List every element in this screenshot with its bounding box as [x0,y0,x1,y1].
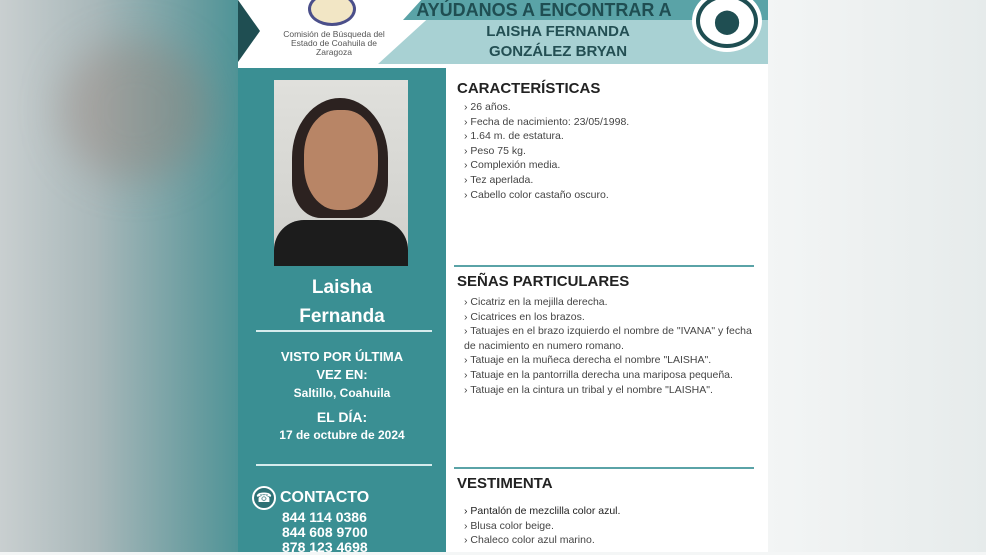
header-decoration [238,0,260,62]
name-line-2: GONZÁLEZ BRYAN [488,43,628,60]
list-item: › Complexión media. [464,158,754,173]
phone-number: 844 608 9700 [282,524,368,540]
section-title: CARACTERÍSTICAS [457,80,601,97]
divider [256,464,432,466]
first-name: Laisha [311,277,373,298]
divider [256,330,432,332]
list-item: › Tez aperlada. [464,173,754,188]
list-item: › 26 años. [464,100,754,115]
organization-name: Comisión de Búsqueda del Estado de Coahuila de Zaragoza [283,29,385,57]
list-item: › Tatuaje en la pantorrilla derecha una mariposa pequeña. [464,368,754,383]
full-name [438,22,678,62]
header-title: AYÚDANOS A ENCONTRAR A [416,0,672,20]
section-title: SEÑAS PARTICULARES [457,273,630,290]
flyer-header [238,0,768,66]
section-title: VESTIMENTA [457,475,553,492]
divider [454,265,754,267]
last-seen-date: 17 de octubre de 2024 [279,428,405,442]
list-item: › Blusa color beige. [464,519,754,534]
blurred-background-right [768,0,986,552]
last-seen-label-1: VISTO POR ÚLTIMA [280,349,404,364]
last-seen-label-2: VEZ EN: [316,367,368,382]
second-name: Fernanda [299,306,385,327]
phone-number: 844 114 0386 [282,509,367,525]
day-label: EL DÍA: [316,409,368,425]
characteristics-section [454,80,754,202]
list-item: › Cicatrices en los brazos. [464,310,754,325]
list-item: › Fecha de nacimiento: 23/05/1998. [464,115,754,130]
last-seen-place: Saltillo, Coahuila [293,386,391,400]
marks-section [454,265,754,397]
list-item: › 1.64 m. de estatura. [464,129,754,144]
person-photo [274,80,408,266]
missing-person-flyer [238,0,768,555]
divider [454,467,754,469]
list-item: › Tatuajes en el brazo izquierdo el nombre de "IVANA" y fecha de nacimiento en numero romano. [464,324,754,353]
list-item: › Cabello color castaño oscuro. [464,188,754,203]
list-item: › Chaleco color azul marino. [464,533,754,548]
contact-label: CONTACTO [280,489,370,506]
location-pin-icon: ⬤ [696,0,758,48]
contact-block [252,486,432,555]
clothing-section [454,467,754,548]
blurred-background-left [0,0,238,552]
list-item: › Tatuaje en la cintura un tribal y el nombre "LAISHA". [464,383,754,398]
commission-logo [308,0,356,26]
list-item: › Cicatriz en la mejilla derecha. [464,295,754,310]
phone-number: 878 123 4698 [282,539,368,555]
first-names [238,273,446,331]
list-item: › Tatuaje en la muñeca derecha el nombre "LAISHA". [464,353,754,368]
name-line-1: LAISHA FERNANDA [486,23,630,40]
phone-icon: ☎ [252,486,276,510]
list-item: › Peso 75 kg. [464,144,754,159]
left-panel [238,68,446,555]
list-item: › Pantalón de mezclilla color azul. [464,504,754,519]
